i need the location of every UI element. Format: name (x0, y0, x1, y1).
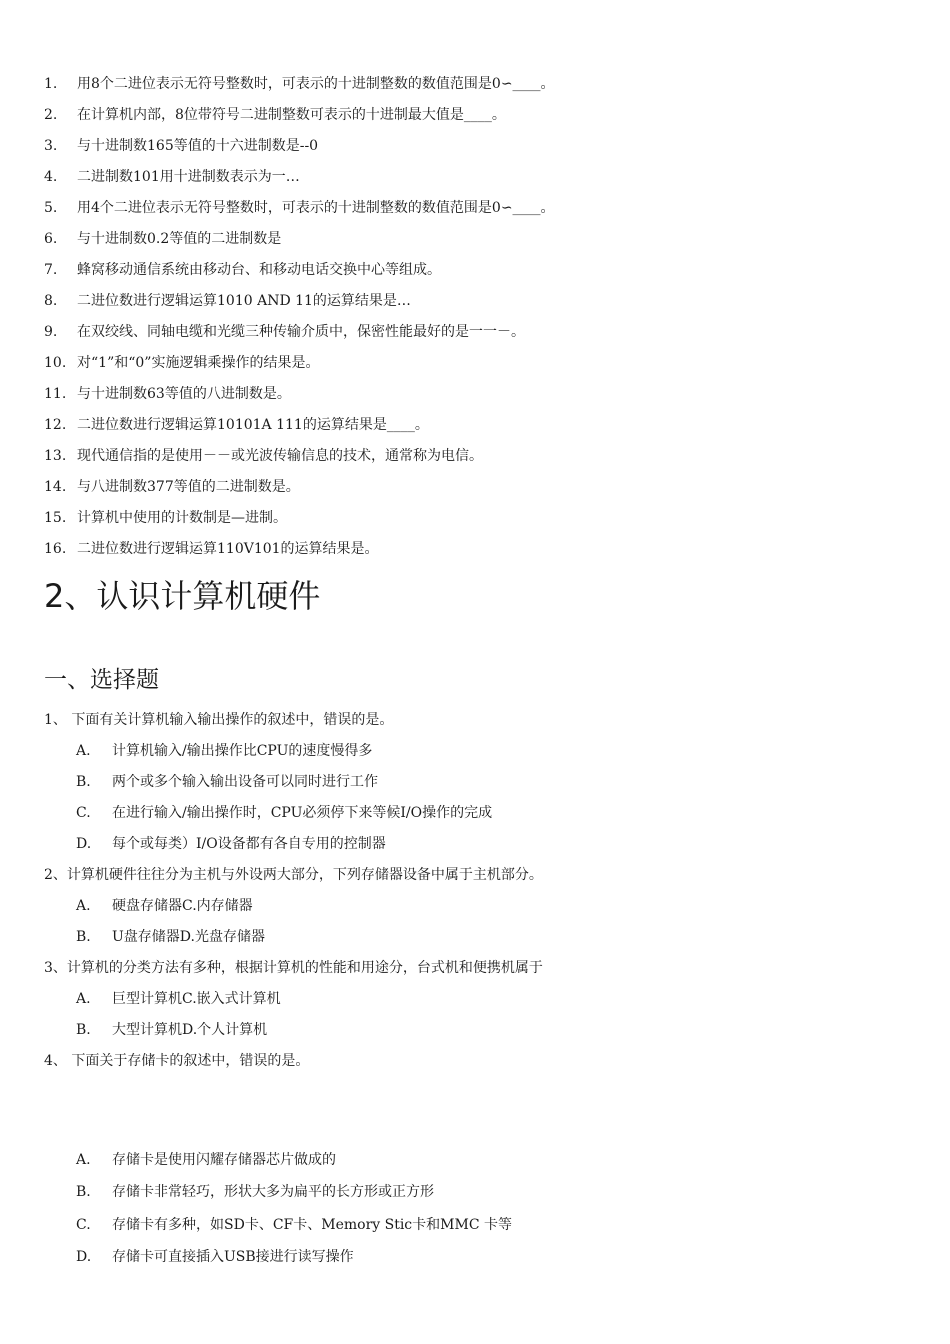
item-text: 二进位数进行逻辑运算10101A 111的运算结果是____。 (77, 417, 429, 433)
item-text: 在双绞线、同轴电缆和光缆三种传输介质中，保密性能最好的是一一－。 (77, 324, 525, 340)
list-item (44, 134, 555, 165)
list-item (44, 103, 555, 134)
item-text: 二进位数进行逻辑运算1010 AND 11的运算结果是… (77, 293, 411, 309)
option-letter: B. (76, 1184, 91, 1200)
question-stem: 3、计算机的分类方法有多种，根据计算机的性能和用途分，台式机和便携机属于 (44, 960, 543, 976)
option-item (76, 895, 253, 917)
list-item (44, 165, 555, 196)
option-item (76, 1181, 434, 1203)
option-item (76, 1149, 336, 1171)
list-item (44, 537, 555, 568)
item-number: 3. (44, 138, 58, 154)
list-item (44, 227, 555, 258)
list-item (44, 258, 555, 289)
option-item (76, 1019, 267, 1041)
option-text: U盘存储器D.光盘存储器 (112, 929, 265, 945)
list-item (44, 320, 555, 351)
item-text: 现代通信指的是使用－－或光波传输信息的技术，通常称为电信。 (77, 448, 483, 464)
question-stem: 1、 下面有关计算机输入输出操作的叙述中，错误的是。 (44, 712, 394, 728)
option-item (76, 771, 378, 793)
option-item (76, 1214, 512, 1236)
option-letter: A. (76, 1152, 91, 1168)
item-text: 与十进制数165等值的十六进制数是--0 (77, 138, 319, 154)
option-letter: D. (76, 1249, 92, 1265)
item-number: 7. (44, 262, 58, 278)
option-text: 大型计算机D.个人计算机 (112, 1022, 268, 1038)
section-title: 2、认识计算机硬件 (44, 577, 321, 615)
option-letter: B. (76, 929, 91, 945)
item-number: 15. (44, 510, 67, 526)
option-text: 硬盘存储器C.内存储器 (112, 898, 253, 914)
option-letter: A. (76, 898, 91, 914)
item-number: 8. (44, 293, 58, 309)
item-text: 与十进制数0.2等值的二进制数是 (77, 231, 282, 247)
option-item (76, 802, 492, 824)
list-item (44, 72, 555, 103)
option-text: 存储卡非常轻巧，形状大多为扁平的长方形或正方形 (112, 1184, 434, 1200)
list-item (44, 382, 555, 413)
option-text: 巨型计算机C.嵌入式计算机 (112, 991, 281, 1007)
option-item (76, 988, 281, 1010)
item-text: 蜂窝移动通信系统由移动台、和移动电话交换中心等组成。 (77, 262, 441, 278)
item-number: 9. (44, 324, 58, 340)
list-item (44, 351, 555, 382)
item-text: 与十进制数63等值的八进制数是。 (77, 386, 291, 402)
list-item (44, 413, 555, 444)
list-item (44, 444, 555, 475)
option-letter: C. (76, 1217, 91, 1233)
option-letter: A. (76, 991, 91, 1007)
question-stem: 4、 下面关于存储卡的叙述中，错误的是。 (44, 1053, 310, 1069)
item-number: 1. (44, 76, 58, 92)
option-letter: B. (76, 774, 91, 790)
option-item (76, 926, 265, 948)
option-text: 存储卡是使用闪耀存储器芯片做成的 (112, 1152, 336, 1168)
item-text: 计算机中使用的计数制是—进制。 (77, 510, 287, 526)
question-stem: 2、计算机硬件往往分为主机与外设两大部分，下列存储器设备中属于主机部分。 (44, 867, 543, 883)
item-number: 11. (44, 386, 67, 402)
option-text: 存储卡可直接插入USB接进行读写操作 (112, 1249, 354, 1265)
item-number: 13. (44, 448, 67, 464)
option-text: 存储卡有多种，如SD卡、CF卡、Memory Stic卡和MMC 卡等 (112, 1217, 512, 1233)
item-text: 二进位数进行逻辑运算110V101的运算结果是。 (77, 541, 379, 557)
item-number: 5. (44, 200, 58, 216)
option-item (76, 1246, 354, 1268)
item-text: 用8个二进位表示无符号整数时，可表示的十进制整数的数值范围是0∽____。 (77, 76, 555, 92)
item-text: 与八进制数377等值的二进制数是。 (77, 479, 300, 495)
option-letter: D. (76, 836, 92, 852)
option-text: 在进行输入/输出操作时，CPU必须停下来等候I/O操作的完成 (112, 805, 493, 821)
item-number: 4. (44, 169, 58, 185)
list-item (44, 196, 555, 227)
fill-in-question-list (44, 72, 555, 568)
list-item (44, 475, 555, 506)
item-text: 在计算机内部，8位带符号二进制整数可表示的十进制最大值是____。 (77, 107, 506, 123)
option-item (76, 740, 372, 762)
item-text: 用4个二进位表示无符号整数时，可表示的十进制整数的数值范围是0∽____。 (77, 200, 555, 216)
item-number: 14. (44, 479, 67, 495)
item-number: 6. (44, 231, 58, 247)
item-number: 16. (44, 541, 67, 557)
option-letter: B. (76, 1022, 91, 1038)
item-text: 对“1”和“0”实施逻辑乘操作的结果是。 (77, 355, 320, 371)
option-text: 计算机输入/输出操作比CPU的速度慢得多 (112, 743, 373, 759)
option-letter: C. (76, 805, 91, 821)
item-number: 10. (44, 355, 67, 371)
option-text: 两个或多个输入输出设备可以同时进行工作 (112, 774, 378, 790)
item-number: 2. (44, 107, 58, 123)
subsection-title: 一、选择题 (44, 667, 159, 693)
item-text: 二进制数101用十进制数表示为一… (77, 169, 300, 185)
option-item (76, 833, 386, 855)
list-item (44, 506, 555, 537)
item-number: 12. (44, 417, 67, 433)
option-letter: A. (76, 743, 91, 759)
list-item (44, 289, 555, 320)
option-text: 每个或每类）I/O设备都有各自专用的控制器 (112, 836, 386, 852)
